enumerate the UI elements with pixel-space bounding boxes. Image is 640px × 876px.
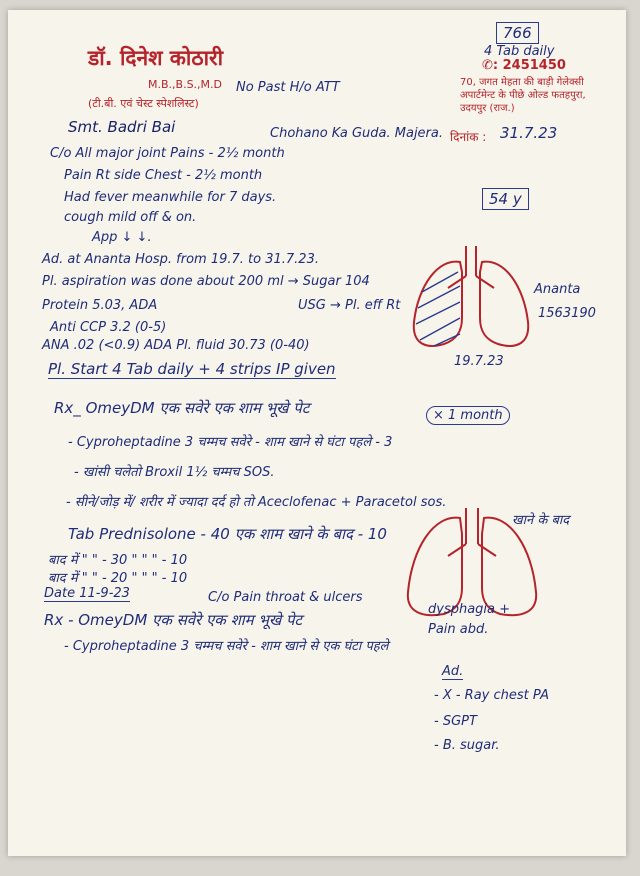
- advice-item: - B. sugar.: [434, 738, 500, 753]
- lungs-diagram-upper: [408, 242, 538, 354]
- protein-note: Protein 5.03, ADA: [42, 298, 158, 313]
- rx1-line: - सीने/जोड़ में/ शरीर में ज्यादा दर्द हो तो Aceclofenac + Paracetol sos.: [66, 495, 447, 510]
- dysphagia-note: dysphagia +: [428, 602, 511, 617]
- prednisolone-line: बाद में " " - 20 " " " - 10: [48, 571, 188, 586]
- advice-item: - X - Ray chest PA: [434, 688, 549, 703]
- rx1-line: - Cyproheptadine 3 चम्मच सवेरे - शाम खाने से घंटा पहले - 3: [68, 435, 393, 450]
- hospital-id: 1563190: [538, 306, 596, 321]
- top-tab-note: 4 Tab daily: [484, 44, 555, 59]
- complaint-line: Had fever meanwhile for 7 days.: [64, 190, 277, 205]
- admission-note: Ad. at Ananta Hosp. from 19.7. to 31.7.23.: [42, 252, 319, 267]
- clinic-phone: ✆: 2451450: [482, 58, 566, 73]
- prednisolone-line: Tab Prednisolone - 40 एक शाम खाने के बाद - 10: [68, 525, 387, 543]
- pain-abd-note: Pain abd.: [428, 622, 489, 637]
- diagram-date: 19.7.23: [454, 354, 504, 369]
- usg-note: USG → Pl. eff Rt: [298, 298, 401, 313]
- rx2-title: Rx - OmeyDM एक सवेरे एक शाम भूखे पेट: [44, 611, 303, 629]
- rx1-duration: × 1 month: [426, 406, 510, 425]
- rx2-line: - Cyproheptadine 3 चम्मच सवेरे - शाम खाने से एक घंटा पहले: [64, 639, 389, 654]
- pleural-aspiration: Pl. aspiration was done about 200 ml → Sugar 104: [42, 274, 370, 289]
- date-label: दिनांक :: [450, 130, 487, 144]
- advice-heading: Ad.: [442, 664, 464, 679]
- appetite-note: App ↓ ↓.: [92, 230, 152, 245]
- rx1-line-after-food: खाने के बाद: [512, 513, 570, 528]
- hospital-name: Ananta: [534, 282, 581, 297]
- complaint-line: C/o All major joint Pains - 2½ month: [50, 146, 285, 161]
- anti-ccp: Anti CCP 3.2 (0-5): [50, 320, 167, 335]
- followup-date: Date 11-9-23: [44, 586, 130, 601]
- doctor-name: डॉ. दिनेश कोठारी: [88, 46, 224, 70]
- visit-date: 31.7.23: [500, 124, 558, 142]
- followup-complaint: C/o Pain throat & ulcers: [208, 590, 363, 605]
- advice-item: - SGPT: [434, 714, 477, 729]
- complaint-line: Pain Rt side Chest - 2½ month: [64, 168, 263, 183]
- prescription-page: [8, 10, 626, 856]
- rx1-line: - खांसी चलेतो Broxil 1½ चम्मच SOS.: [74, 465, 275, 480]
- top-number: 766: [496, 22, 539, 44]
- patient-age: 54 y: [482, 188, 529, 210]
- pl-start-note: Pl. Start 4 Tab daily + 4 strips IP given: [48, 360, 336, 378]
- complaint-line: cough mild off & on.: [64, 210, 197, 225]
- patient-name: Smt. Badri Bai: [68, 118, 176, 136]
- doctor-degree: M.B.,B.S.,M.D: [148, 78, 223, 91]
- ana-ada: ANA .02 (<0.9) ADA Pl. fluid 30.73 (0-40): [42, 338, 310, 353]
- rx1-title: Rx_ OmeyDM एक सवेरे एक शाम भूखे पेट: [54, 399, 310, 417]
- no-past-note: No Past H/o ATT: [236, 80, 340, 95]
- prednisolone-line: बाद में " " - 30 " " " - 10: [48, 553, 188, 568]
- patient-place: Chohano Ka Guda. Majera.: [270, 126, 443, 141]
- doctor-specialty: (टी.बी. एवं चेस्ट स्पेशलिस्ट): [88, 97, 199, 110]
- clinic-address: 70, जगत मेहता की बाड़ी गेलेक्सी अपार्टमेन्ट के पीछे ओल्ड फतहपुरा, उदयपुर (राज.): [460, 77, 586, 114]
